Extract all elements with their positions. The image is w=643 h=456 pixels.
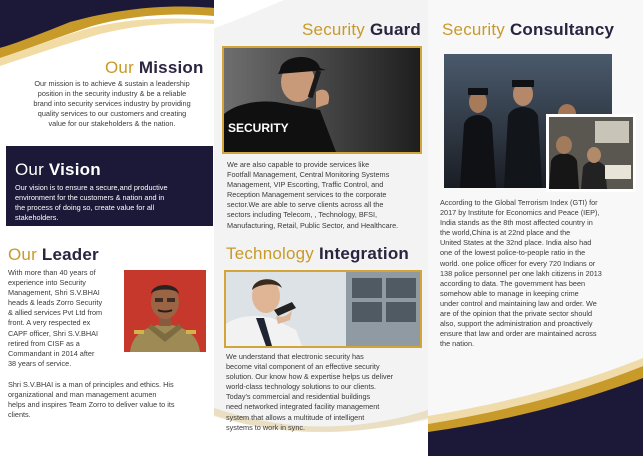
leader-heading-light: Our bbox=[8, 245, 37, 264]
vision-heading bbox=[15, 160, 101, 180]
tech-photo bbox=[224, 270, 422, 348]
guard-vest-text: SECURITY bbox=[228, 121, 289, 135]
leader-line: experience into Security bbox=[8, 278, 86, 288]
vision-line: environment for the customers & nation and in bbox=[15, 193, 165, 203]
guard-text bbox=[227, 160, 427, 231]
tech-line: world-class technology solutions to our clients. bbox=[226, 382, 377, 392]
consultancy-line: under control and maintaining law and order. We bbox=[440, 298, 597, 308]
leader-closing-text bbox=[8, 380, 208, 420]
leader-line: Management, Shri S.V.BHAI bbox=[8, 288, 100, 298]
mission-heading-light: Our bbox=[105, 58, 134, 77]
consultancy-line: one of the lowest police-to-people ratio in the bbox=[440, 248, 586, 258]
leader-closing-line: clients. bbox=[8, 410, 31, 420]
tech-text bbox=[226, 352, 426, 433]
guard-line: Manufacturing, Retail, Public Sector, and Healthcare. bbox=[227, 220, 399, 230]
technology-integration-image bbox=[226, 272, 420, 346]
guard-heading-bold: Guard bbox=[369, 20, 422, 39]
vision-heading-bold: Vision bbox=[48, 160, 101, 179]
tech-heading-bold: Integration bbox=[318, 244, 409, 263]
guard-line: sectors including Telecom, , Technology, BFSI, bbox=[227, 210, 378, 220]
guard-heading-light: Security bbox=[302, 20, 366, 39]
leader-line: CAPF officer, Shri S.V.BHAI bbox=[8, 328, 99, 338]
security-training-image bbox=[549, 117, 633, 189]
leader-line: retired from CISF as a bbox=[8, 338, 80, 348]
vision-line: Our vision is to ensure a secure,and productive bbox=[15, 183, 168, 192]
consultancy-heading-light: Security bbox=[442, 20, 506, 39]
guard-line: sector.We are able to serve clients across all the bbox=[227, 200, 384, 210]
tech-heading-light: Technology bbox=[226, 244, 315, 263]
vision-line: stakeholders. bbox=[15, 213, 59, 223]
consultancy-line: somehow able to manage in keeping crime bbox=[440, 288, 579, 298]
leader-line: & allied services Pvt Ltd from bbox=[8, 308, 103, 318]
mission-heading-bold: Mission bbox=[138, 58, 204, 77]
mission-line: Our mission is to achieve & sustain a leadership bbox=[34, 79, 190, 88]
security-guard-image bbox=[224, 48, 420, 152]
leader-photo bbox=[124, 270, 206, 352]
guard-photo bbox=[222, 46, 422, 154]
consultancy-line: 2017 by Institute for Economics and Peace (IEP), bbox=[440, 208, 600, 218]
leader-line: 38 years of service. bbox=[8, 358, 72, 368]
leader-heading-bold: Leader bbox=[41, 245, 99, 264]
consultancy-line: are of the opinion that the private sector should bbox=[440, 309, 593, 319]
consultancy-photo-inset bbox=[546, 114, 636, 192]
guard-heading bbox=[302, 20, 421, 40]
leader-portrait-image bbox=[124, 270, 206, 352]
vision-line: the process of doing so, create value for all bbox=[15, 203, 155, 213]
consultancy-line: also, support the administration and proactively bbox=[440, 319, 593, 329]
panel-consultancy bbox=[428, 0, 643, 456]
panel-about bbox=[0, 0, 214, 456]
leader-closing-line: helps and inspires Team Zorro to deliver value to its bbox=[8, 400, 175, 410]
consultancy-line: the nation. bbox=[440, 339, 475, 349]
mission-line: position in the security industry & be a reliable bbox=[37, 89, 187, 99]
consultancy-line: according to data. The government has been bbox=[440, 278, 586, 288]
guard-line: Management, VIP Escorting, Traffic Control, and bbox=[227, 180, 384, 190]
consultancy-heading bbox=[442, 20, 614, 40]
mission-heading bbox=[105, 58, 204, 78]
vision-heading-light: Our bbox=[15, 160, 44, 179]
tech-line: We understand that electronic security has bbox=[226, 352, 364, 361]
consultancy-heading-bold: Consultancy bbox=[509, 20, 615, 39]
leader-line: front. A very respected ex bbox=[8, 318, 91, 328]
mission-line: quality services to our customers and creating bbox=[37, 109, 187, 119]
consultancy-line: ensure that law and order are maintained across bbox=[440, 329, 597, 339]
leader-line: Commandant in 2014 after bbox=[8, 348, 95, 358]
tech-line: system that allows a multitude of intelligent bbox=[226, 412, 365, 422]
leader-line: With more than 40 years of bbox=[8, 268, 96, 277]
consultancy-line: United States at the 32nd place. India also had bbox=[440, 238, 592, 248]
consultancy-line: the world,China is at 22nd place and the bbox=[440, 228, 571, 238]
consultancy-text bbox=[440, 198, 641, 349]
tech-line: become vital component of an effective security bbox=[226, 362, 380, 372]
vision-text bbox=[15, 183, 211, 223]
mission-line: brand into security services industry by providing bbox=[33, 99, 191, 109]
tech-line: need networked integrated facility management bbox=[226, 402, 380, 412]
leader-line: heads & leads Zorro Security bbox=[8, 298, 103, 308]
mission-line: value for our stakeholders & the nation. bbox=[48, 119, 176, 129]
tech-line: Today's commercial and residential buildings bbox=[226, 392, 371, 402]
leader-text bbox=[8, 268, 128, 369]
leader-heading bbox=[8, 245, 99, 265]
tech-heading bbox=[226, 244, 409, 264]
guard-line: We are also capable to provide services like bbox=[227, 160, 370, 169]
tech-line: systems to work in sync. bbox=[226, 422, 306, 432]
consultancy-line: world. one police officer for every 720 Indians or bbox=[440, 258, 596, 268]
guard-line: Footfall Management, Central Monitoring Systems bbox=[227, 170, 390, 180]
tech-line: solution. Our know how & expertise helps us deliver bbox=[226, 372, 394, 382]
leader-closing-line: Shri S.V.BHAI is a man of principles and ethics. His bbox=[8, 380, 174, 389]
mission-text bbox=[16, 79, 208, 129]
guard-line: Reception Management services to the corporate bbox=[227, 190, 387, 200]
panel-services bbox=[214, 0, 428, 456]
consultancy-line: 138 police personnel per one lakh citizens in 2013 bbox=[440, 268, 602, 278]
consultancy-line: According to the Global Terrorism Index (GTI) for bbox=[440, 198, 598, 207]
leader-closing-line: organizational and man management acumen bbox=[8, 390, 157, 400]
consultancy-line: India stands as the 8th most affected country in bbox=[440, 218, 593, 228]
